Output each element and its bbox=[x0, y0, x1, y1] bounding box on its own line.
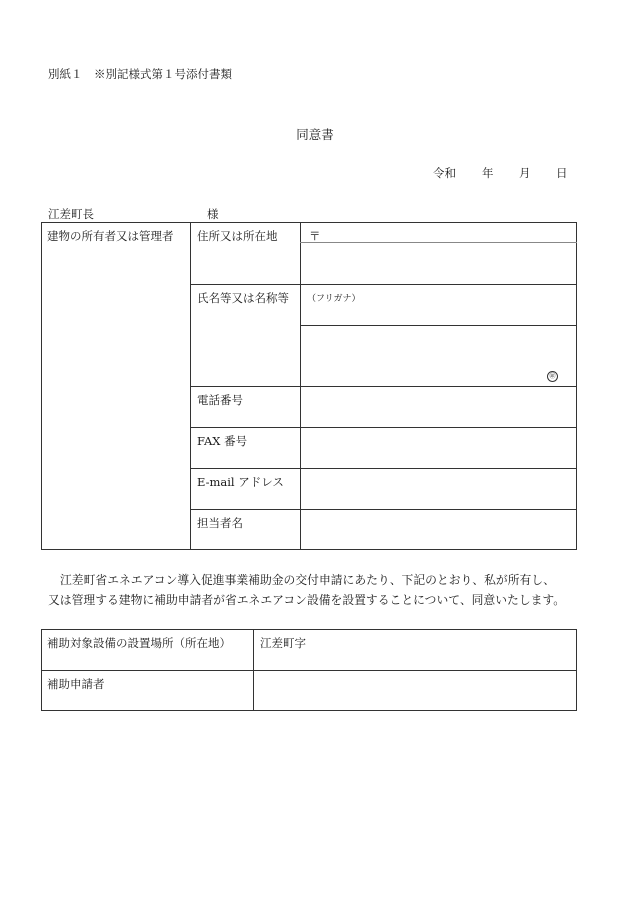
date-year: 年 bbox=[482, 166, 494, 180]
name-label: 氏名等又は名称等 bbox=[197, 291, 289, 305]
consent-line-2: 又は管理する建物に補助申請者が省エネエアコン設備を設置することについて、同意いたします。 bbox=[48, 593, 566, 607]
recipient-honorific: 様 bbox=[207, 207, 219, 221]
consent-paragraph bbox=[48, 570, 588, 610]
date-era: 令和 bbox=[433, 166, 456, 180]
recipient-name: 江差町長 bbox=[48, 207, 94, 221]
attachment-header: 別紙１ ※別記様式第１号添付書類 bbox=[48, 67, 232, 81]
consent-line-1: 江差町省エネエアコン導入促進事業補助金の交付申請にあたり、下記のとおり、私が所有し、 bbox=[60, 573, 555, 587]
document-title: 同意書 bbox=[296, 127, 334, 142]
email-label: E-mail アドレス bbox=[197, 475, 284, 489]
seal-mark: ㊞ bbox=[547, 371, 558, 382]
date-month: 月 bbox=[519, 166, 531, 180]
phone-label: 電話番号 bbox=[197, 393, 243, 407]
address-subline bbox=[300, 242, 577, 243]
owner-row-header: 建物の所有者又は管理者 bbox=[47, 229, 174, 243]
row-divider bbox=[190, 468, 577, 469]
install-row-divider bbox=[41, 670, 577, 671]
row-divider bbox=[190, 284, 577, 285]
contact-label: 担当者名 bbox=[197, 516, 243, 530]
date-day: 日 bbox=[556, 166, 568, 180]
furigana-label: （フリガナ） bbox=[307, 294, 361, 304]
location-value: 江差町字 bbox=[260, 636, 306, 650]
row-divider bbox=[190, 509, 577, 510]
postal-mark: 〒 bbox=[309, 229, 321, 243]
applicant-label: 補助申請者 bbox=[47, 677, 105, 691]
row-divider bbox=[190, 386, 577, 387]
location-label: 補助対象設備の設置場所（所在地） bbox=[47, 636, 231, 650]
furigana-divider bbox=[300, 325, 577, 326]
row-divider bbox=[190, 427, 577, 428]
address-label: 住所又は所在地 bbox=[197, 229, 278, 243]
fax-label: FAX 番号 bbox=[197, 434, 248, 448]
